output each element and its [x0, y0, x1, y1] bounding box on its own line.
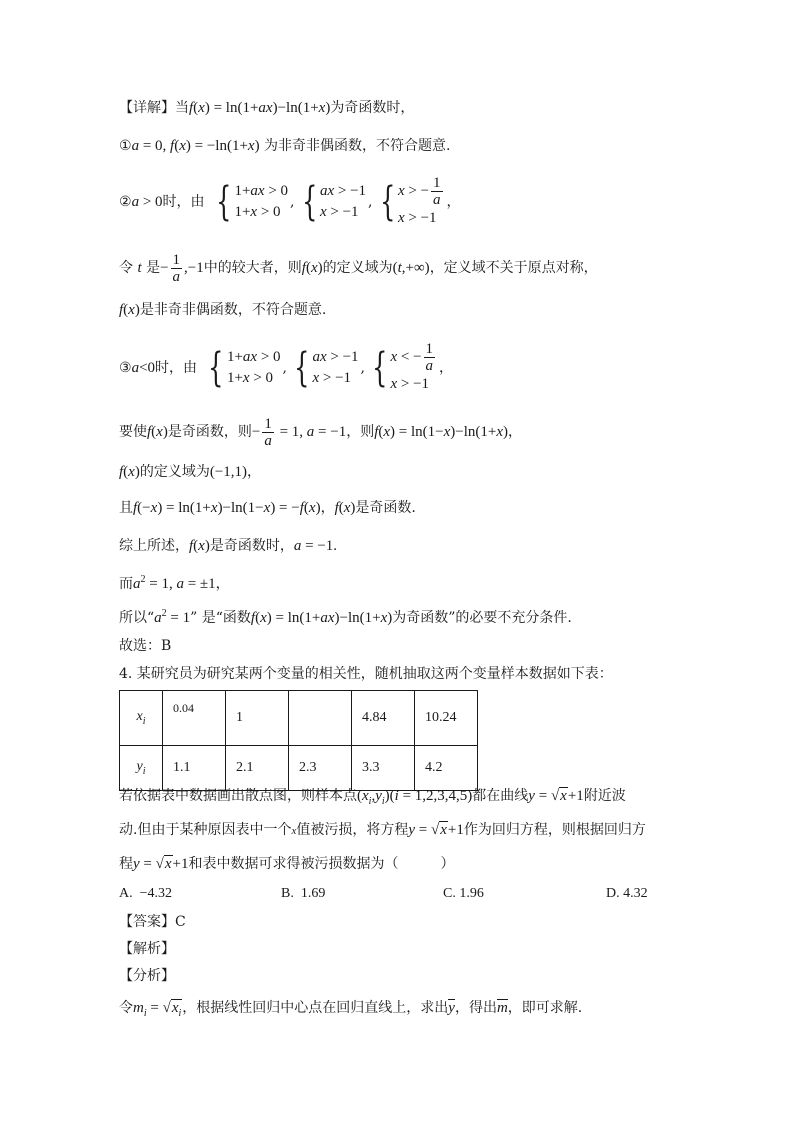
case1-formula: a = 0, f(x) = −ln(1+x)	[131, 138, 260, 154]
case3-line: ③a<0时，由 { 1+ax > 0 1+x > 0 , { ax > −1 x > −1 , { x < − $\frac{1}{a}$ x > −1 ，	[119, 338, 453, 398]
line4: 令 t 是− $\frac{1}{a}$ ,−1中的较大者，则f(x)的定义域为(t,+∞)，定义域不关于原点对称，	[119, 252, 598, 286]
table-row-y	[120, 746, 478, 791]
para1: 若依据表中数据画出散点图，则样本点$(x_i,y_i)(i = 1,2,3,4,5)$都在曲线y = √x+1附近波	[119, 788, 626, 807]
formula-fx-def: f(x) = ln(1+ax)−ln(1+x)	[189, 100, 331, 116]
row-y-label: $y_i$	[120, 746, 163, 791]
cell-x-2: 1	[226, 691, 289, 746]
cell-y-2: 2.1	[226, 746, 289, 791]
detail-heading: 【详解】当	[119, 100, 189, 116]
analysis-label: 【解析】	[119, 941, 175, 957]
line10: 综上所述，f(x)是奇函数时，a = −1.	[119, 538, 338, 554]
case1-tail: 为非奇非偶函数，不符合题意.	[264, 138, 451, 154]
case2-num: ②	[119, 194, 132, 210]
system-3: { x > − $\frac{1}{a}$ x > −1	[379, 175, 441, 226]
analysis-sub-label: 【分析】	[119, 968, 175, 984]
cell-y-1: 1.1	[163, 746, 226, 791]
line7: 要使f(x)是奇函数，则− $\frac{1}{a}$ = 1, a = −1，则f(x) = ln(1−x)−ln(1+x)，	[119, 416, 523, 450]
line11: 而$a^2 = 1$, a = ±1，	[119, 574, 230, 592]
question-title: 4. 某研究员为研究某两个变量的相关性，随机抽取这两个变量样本数据如下表：	[119, 666, 613, 682]
system-6: { x < − $\frac{1}{a}$ x > −1	[372, 341, 434, 392]
cell-x-3	[289, 691, 352, 746]
line8: f(x)的定义域为(−1,1)，	[119, 464, 262, 480]
data-table	[119, 690, 478, 791]
heading-tail: 为奇函数时，	[330, 100, 415, 116]
option-d[interactable]: D. 4.32	[606, 886, 648, 901]
option-c[interactable]: C. 1.96	[443, 886, 484, 901]
line5: f(x)是非奇非偶函数，不符合题意.	[119, 302, 327, 318]
table-row-x	[120, 691, 478, 746]
row-x-label: $x_i$	[120, 691, 163, 746]
line12: 所以“$a^2 = 1$” 是“函数f(x) = ln(1+ax)−ln(1+x)为奇函数”的必要不充分条件.	[119, 608, 572, 626]
system-5: { ax > −1 x > −1	[294, 345, 359, 391]
case1-num: ①	[119, 138, 132, 154]
last-line: 令$m_i = √x_i$，根据线性回归中心点在回归直线上，求出y，得出m，即可求解.	[119, 1000, 583, 1019]
para2: 动.但由于某种原因表中一个x值被污损，将方程y = √x+1作为回归方程，则根据回归方	[119, 822, 646, 838]
answer-choice: 故选：B	[119, 638, 172, 654]
case1-line	[119, 136, 451, 156]
cell-x-5: 10.24	[415, 691, 478, 746]
cell-x-4: 4.84	[352, 691, 415, 746]
cell-y-3: 2.3	[289, 746, 352, 791]
cell-x-1: 0.04	[163, 691, 226, 746]
line9: 且f(−x) = ln(1+x)−ln(1−x) = −f(x)，f(x)是奇函数.	[119, 500, 416, 516]
case2-mid: 时，由	[162, 194, 205, 210]
case2-line: ②a > 0时，由 { 1+ax > 0 1+x > 0 , { ax > −1 x > −1 , { x > − $\frac{1}{a}$ x > −1 ，	[119, 172, 461, 232]
para3: 程y = √x+1和表中数据可求得被污损数据为（ ）	[119, 856, 455, 872]
cell-y-5: 4.2	[415, 746, 478, 791]
detail-heading-line	[119, 98, 414, 118]
system-4: { 1+ax > 0 1+x > 0	[208, 345, 281, 391]
option-b[interactable]: B. 1.69	[281, 886, 326, 901]
option-a[interactable]: A. −4.32	[119, 886, 173, 901]
system-1: { 1+ax > 0 1+x > 0	[216, 179, 289, 225]
system-2: { ax > −1 x > −1	[301, 179, 367, 225]
answer-label: 【答案】C	[119, 914, 186, 930]
cell-y-4: 3.3	[352, 746, 415, 791]
